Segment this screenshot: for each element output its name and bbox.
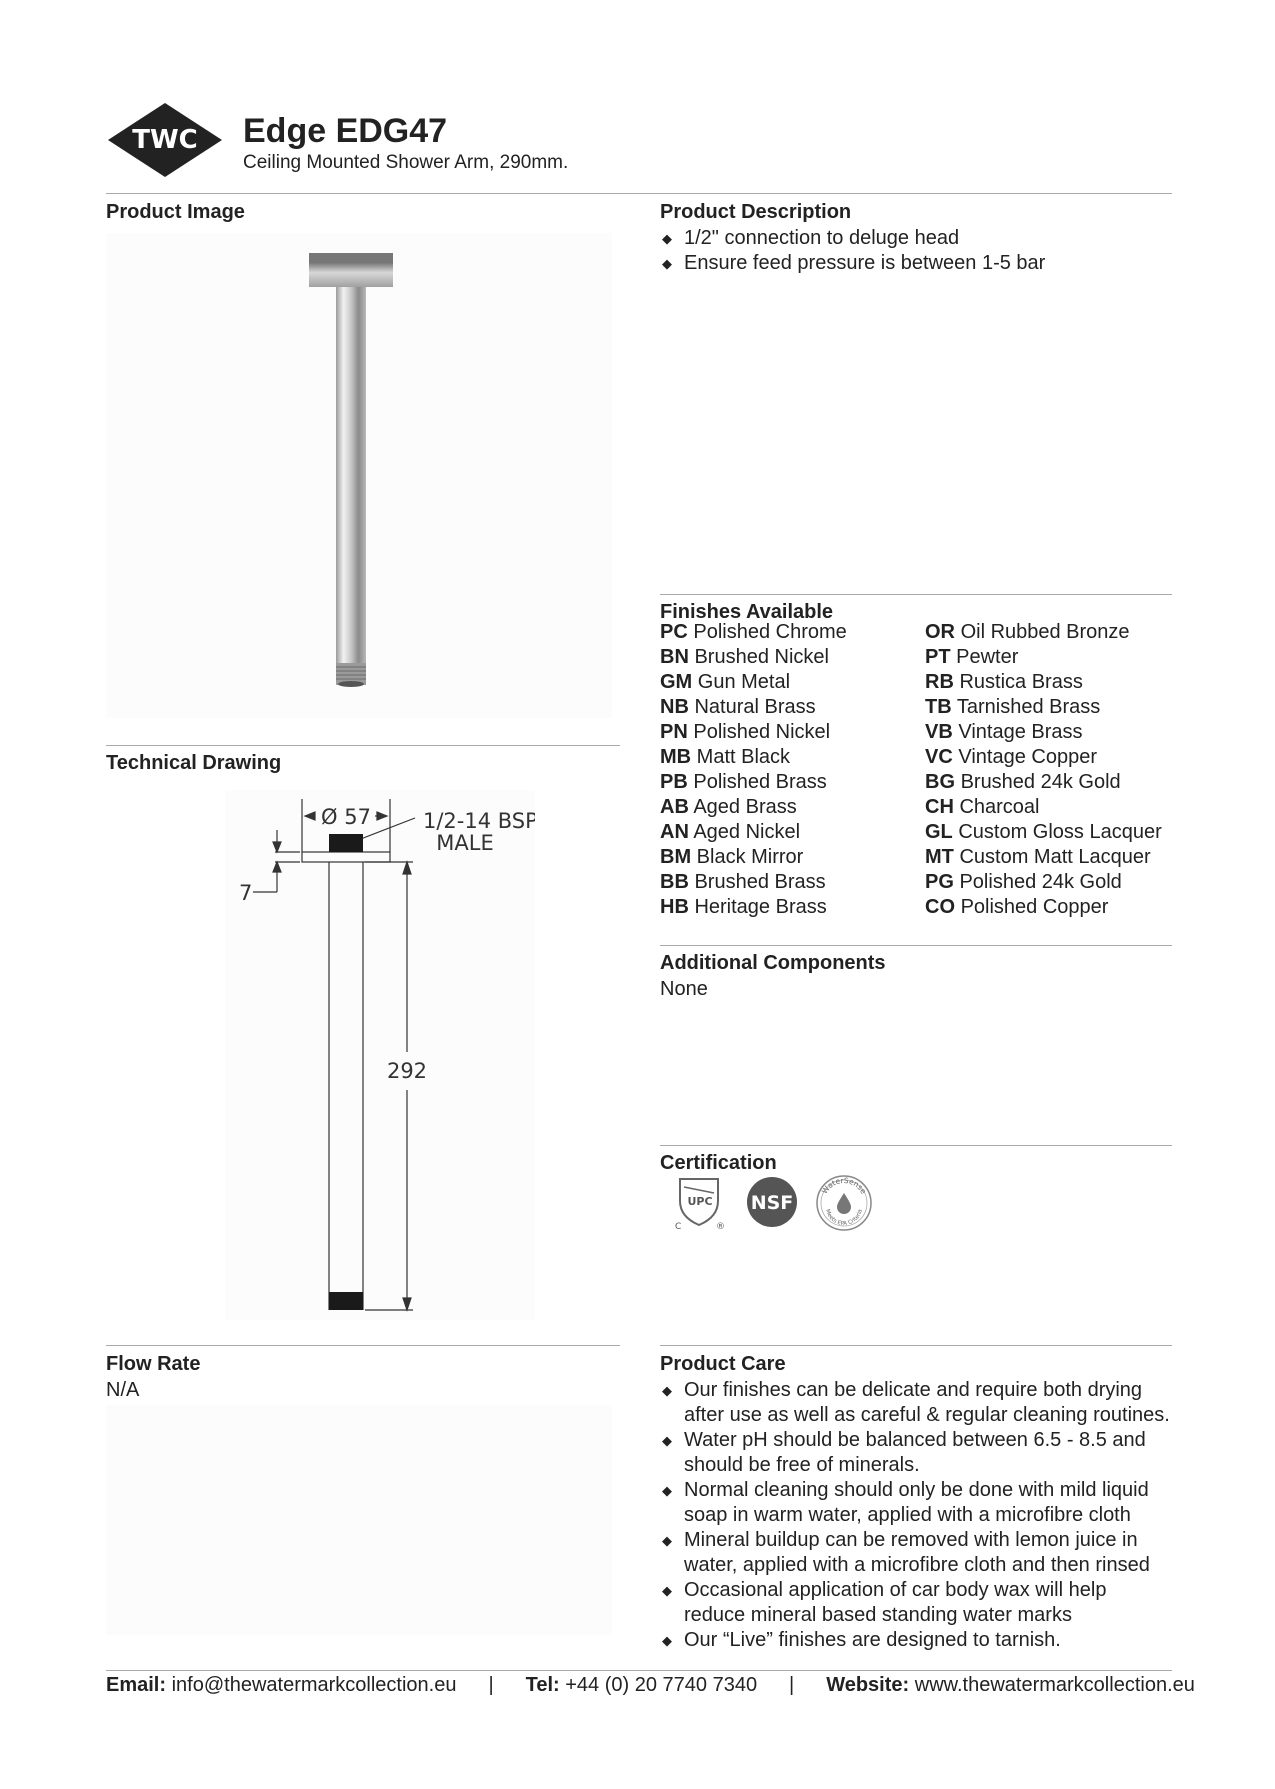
finish-code: OR (925, 621, 955, 643)
finish-item (925, 720, 1162, 745)
finish-name: Brushed Brass (694, 871, 826, 893)
diameter-label: Ø 57 (321, 805, 371, 829)
finish-code: NB (660, 696, 689, 718)
finish-code: MB (660, 746, 692, 768)
svg-text:NSF: NSF (750, 1192, 794, 1214)
finish-code: CH (925, 796, 954, 818)
watersense-certification-icon (815, 1174, 873, 1232)
finish-name: Aged Nickel (693, 821, 801, 843)
finish-name: Polished Brass (693, 771, 827, 793)
bullet-icon: ◆ (662, 1533, 672, 1548)
finish-code: MT (925, 846, 954, 868)
finish-name: Polished Nickel (693, 721, 831, 743)
finish-code: TB (925, 696, 952, 718)
product-image (106, 233, 612, 718)
finish-code: BB (660, 871, 689, 893)
logo-text: TWC (132, 125, 198, 155)
tel-label: Tel: (525, 1674, 560, 1696)
divider-right-4 (660, 1345, 1172, 1346)
finish-code: BN (660, 646, 689, 668)
product-description-heading: Product Description (660, 201, 852, 223)
website-label: Website: (826, 1674, 910, 1696)
finish-item (660, 720, 847, 745)
finish-item (660, 670, 847, 695)
flow-rate-value: N/A (106, 1379, 140, 1401)
page-subtitle: Ceiling Mounted Shower Arm, 290mm. (243, 152, 569, 173)
care-list (660, 1378, 1172, 1653)
finish-code: VB (925, 721, 953, 743)
finish-code: PC (660, 621, 688, 643)
list-item: ◆ Our finishes can be delicate and require both drying after use as well as careful & regular cleaning routines. (662, 1379, 1170, 1426)
email-link[interactable]: info@thewatermarkcollection.eu (171, 1674, 457, 1696)
finish-code: HB (660, 896, 689, 918)
finishes-list-left (660, 620, 847, 920)
finish-item (925, 695, 1162, 720)
finish-name: Gun Metal (697, 671, 791, 693)
finish-item (660, 845, 847, 870)
finish-code: RB (925, 671, 954, 693)
finish-code: CO (925, 896, 955, 918)
divider-footer (106, 1670, 1172, 1671)
website-link[interactable]: www.thewatermarkcollection.eu (914, 1674, 1195, 1696)
list-item: ◆ Mineral buildup can be removed with lemon juice in water, applied with a microfibre cloth and then rinsed (662, 1529, 1150, 1576)
finish-name: Polished Copper (960, 896, 1109, 918)
flow-rate-area (106, 1405, 612, 1635)
finish-item (925, 820, 1162, 845)
product-care-heading: Product Care (660, 1353, 786, 1375)
finish-code: GM (660, 671, 693, 693)
finish-name: Custom Gloss Lacquer (958, 821, 1162, 843)
length-label: 292 (386, 1059, 428, 1083)
technical-drawing-heading: Technical Drawing (106, 752, 282, 774)
finish-item (660, 870, 847, 895)
finish-name: Polished Chrome (693, 621, 847, 643)
bullet-icon: ◆ (662, 1583, 672, 1598)
finish-item (925, 645, 1162, 670)
thread-label-line2: MALE (436, 831, 494, 855)
finish-name: Pewter (956, 646, 1019, 668)
svg-text:Meets EPA Criteria: Meets EPA Criteria (824, 1208, 864, 1228)
logo (106, 101, 224, 179)
description-list (660, 226, 1172, 276)
footer-separator: | (488, 1674, 494, 1696)
flow-rate-heading: Flow Rate (106, 1353, 201, 1375)
bullet-icon: ◆ (662, 256, 672, 271)
finish-item (660, 645, 847, 670)
flange-thickness-label: 7 (239, 881, 253, 905)
certification-heading: Certification (660, 1152, 777, 1174)
thread-label-line1: 1/2-14 BSP (423, 809, 535, 833)
finish-code: AN (660, 821, 689, 843)
additional-components-value: None (660, 978, 708, 1000)
finish-code: AB (660, 796, 689, 818)
finish-name: Oil Rubbed Bronze (960, 621, 1130, 643)
finishes-heading: Finishes Available (660, 601, 834, 623)
finish-item (660, 795, 847, 820)
list-item: ◆ Our “Live” finishes are designed to tarnish. (662, 1629, 1061, 1651)
divider-right-2 (660, 945, 1172, 946)
list-item: ◆ 1/2" connection to deluge head (662, 227, 960, 249)
bullet-icon: ◆ (662, 1483, 672, 1498)
finish-item (925, 770, 1162, 795)
finish-name: Charcoal (959, 796, 1040, 818)
upc-certification-icon (670, 1173, 730, 1231)
bullet-icon: ◆ (662, 1433, 672, 1448)
finish-item (925, 795, 1162, 820)
finishes-list-right (925, 620, 1162, 920)
finish-code: PG (925, 871, 954, 893)
finish-name: Vintage Copper (958, 746, 1097, 768)
finish-name: Brushed 24k Gold (960, 771, 1121, 793)
divider-right-1 (660, 594, 1172, 595)
email-label: Email: (106, 1674, 167, 1696)
svg-text:UPC: UPC (687, 1195, 713, 1208)
finish-name: Black Mirror (696, 846, 804, 868)
finish-code: PB (660, 771, 688, 793)
finish-name: Natural Brass (694, 696, 816, 718)
finish-code: VC (925, 746, 953, 768)
divider-left-1 (106, 745, 620, 746)
finish-name: Matt Black (696, 746, 791, 768)
bullet-icon: ◆ (662, 1633, 672, 1648)
finish-item (660, 770, 847, 795)
finish-name: Aged Brass (693, 796, 797, 818)
product-image-heading: Product Image (106, 201, 245, 223)
finish-name: Rustica Brass (959, 671, 1083, 693)
svg-text:®: ® (716, 1222, 725, 1231)
finish-code: BG (925, 771, 955, 793)
page-title: Edge EDG47 (243, 112, 448, 150)
finish-code: GL (925, 821, 953, 843)
finish-item (660, 695, 847, 720)
finish-item (660, 745, 847, 770)
finish-code: BM (660, 846, 692, 868)
list-item: ◆ Occasional application of car body wax will help reduce mineral based standing water marks (662, 1579, 1107, 1626)
tel-link[interactable]: +44 (0) 20 7740 7340 (565, 1674, 758, 1696)
finish-item (925, 670, 1162, 695)
finish-item (660, 895, 847, 920)
finish-name: Tarnished Brass (956, 696, 1101, 718)
divider-left-2 (106, 1345, 620, 1346)
finish-item (660, 820, 847, 845)
finish-name: Custom Matt Lacquer (959, 846, 1151, 868)
additional-components-heading: Additional Components (660, 952, 886, 974)
list-item: ◆ Ensure feed pressure is between 1-5 bar (662, 252, 1046, 274)
finish-item (925, 870, 1162, 895)
finish-name: Vintage Brass (958, 721, 1083, 743)
bullet-icon: ◆ (662, 1383, 672, 1398)
finish-code: PN (660, 721, 688, 743)
divider-top (106, 193, 1172, 194)
svg-text:WaterSense: WaterSense (819, 1175, 869, 1196)
finish-item (925, 895, 1162, 920)
divider-right-3 (660, 1145, 1172, 1146)
finish-item (925, 620, 1162, 645)
finish-item (660, 620, 847, 645)
list-item: ◆ Normal cleaning should only be done with mild liquid soap in warm water, applied with a microfibre cloth (662, 1479, 1149, 1526)
list-item: ◆ Water pH should be balanced between 6.5 - 8.5 and should be free of minerals. (662, 1429, 1146, 1476)
finish-code: PT (925, 646, 951, 668)
nsf-certification-icon (746, 1176, 798, 1228)
finish-name: Heritage Brass (694, 896, 827, 918)
bullet-icon: ◆ (662, 231, 672, 246)
svg-text:C: C (675, 1222, 682, 1231)
finish-name: Polished 24k Gold (959, 871, 1122, 893)
footer (106, 1674, 1195, 1697)
finish-item (925, 845, 1162, 870)
technical-drawing (225, 790, 535, 1320)
footer-separator: | (789, 1674, 795, 1696)
finish-item (925, 745, 1162, 770)
finish-name: Brushed Nickel (694, 646, 829, 668)
